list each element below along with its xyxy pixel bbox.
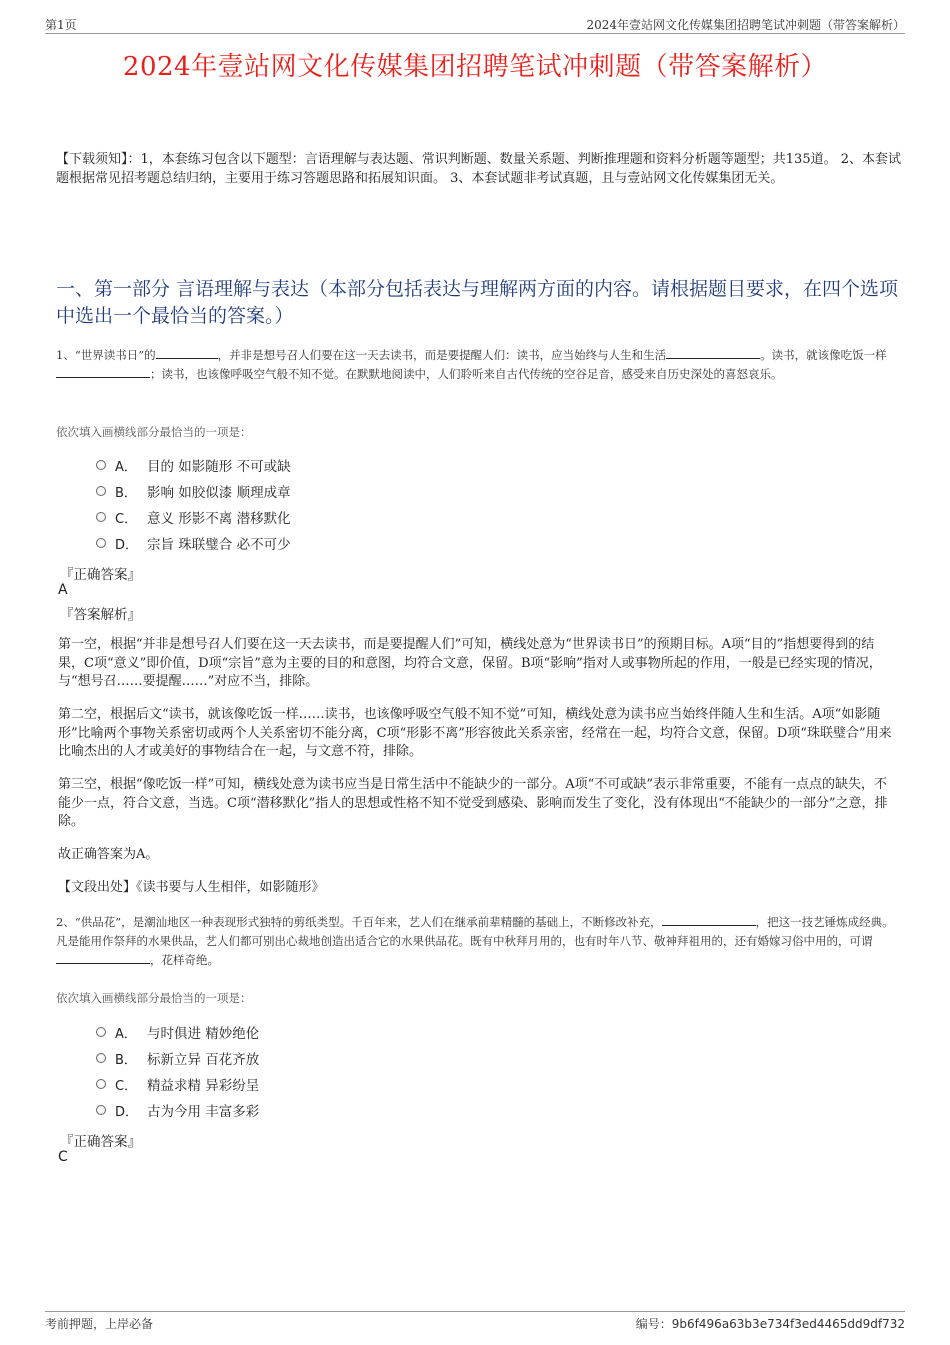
page-number: 第1页 bbox=[45, 18, 77, 32]
question-2-options bbox=[96, 1019, 259, 1123]
fill-blank bbox=[56, 365, 150, 378]
analysis-paragraph-3: 第三空，根据“像吃饭一样”可知，横线处意为读书应当是日常生活中不能缺少的一部分。A项“不可或缺”表示非常重要，不能有一点点的缺失，不能少一点，符合文意，当选。C项“潜移默化”指人的思想或性格不知不觉受到感染、影响而发生了变化，没有体现出“不能缺少的一部分”之意，排除。 bbox=[58, 777, 888, 829]
fill-blank bbox=[156, 346, 218, 359]
option-c[interactable]: C． 意义 形影不离 潜移默化 bbox=[96, 504, 291, 530]
document-title: 2024年壹站网文化传媒集团招聘笔试冲刺题（带答案解析） bbox=[122, 52, 828, 82]
question-text: 2、“供品花”，是潮汕地区一种表现形式独特的剪纸类型。千百年来，艺人们在继承前辈精髓的基础上，不断修改补充， bbox=[56, 915, 662, 929]
option-a[interactable]: A． 与时俱进 精妙绝伦 bbox=[96, 1019, 259, 1045]
question-2-prompt: 依次填入画横线部分最恰当的一项是： bbox=[56, 991, 252, 1005]
question-text: ，并非是想号召人们要在这一天去读书，而是要提醒人们：读书，应当始终与人生和生活 bbox=[217, 348, 667, 362]
page-footer bbox=[45, 1311, 905, 1331]
option-d[interactable]: D． 古为今用 丰富多彩 bbox=[96, 1097, 259, 1123]
analysis-conclusion: 故正确答案为A。 bbox=[58, 847, 159, 862]
option-d[interactable]: D． 宗旨 珠联璧合 必不可少 bbox=[96, 530, 291, 556]
footer-slogan: 考前押题，上岸必备 bbox=[45, 1317, 154, 1331]
option-b[interactable]: B． 影响 如胶似漆 顺理成章 bbox=[96, 478, 291, 504]
document-id: 编号：9b6f496a63b3e734f3ed4465dd9df732 bbox=[635, 1317, 905, 1331]
analysis-label: 『答案解析』 bbox=[60, 607, 141, 623]
source-note: 【文段出处】《读书要与人生相伴，如影随形》 bbox=[58, 880, 325, 895]
analysis-paragraph-2: 第二空，根据后文“读书，就该像吃饭一样……读书，也该像呼吸空气般不知不觉”可知，横线处意为读书应当始终伴随人生和生活。A项“如影随形”比喻两个事物关系密切或两个人关系密切不能分离，C项“形影不离”形容彼此关系亲密，经常在一起，均符合文意，保留。D项“珠联璧合”用来比喻杰出的人才或美好的事物结合在一起，与文意不符，排除。 bbox=[58, 707, 892, 759]
analysis-paragraph-1: 第一空，根据“并非是想号召人们要在这一天去读书，而是要提醒人们”可知，横线处意为“世界读书日”的预期目标。A项“目的”指想要得到的结果，C项“意义”即价值，D项“宗旨”意为主要的目的和意图，均符合文意，保留。B项“影响”指对人或事物所起的作用，一般是已经实现的情况，与“想号召……要提醒……”对应不当，排除。 bbox=[58, 637, 882, 689]
fill-blank bbox=[56, 951, 150, 964]
radio-icon[interactable] bbox=[96, 538, 106, 548]
answer-label: 『正确答案』 bbox=[60, 567, 141, 583]
section-title: 一、第一部分 言语理解与表达（本部分包括表达与理解两方面的内容。请根据题目要求，在四个选项中选出一个最恰当的答案。） bbox=[56, 278, 899, 327]
question-1-stem bbox=[56, 346, 902, 384]
radio-icon[interactable] bbox=[96, 1027, 106, 1037]
question-1-prompt: 依次填入画横线部分最恰当的一项是： bbox=[56, 425, 252, 439]
radio-icon[interactable] bbox=[96, 460, 106, 470]
radio-icon[interactable] bbox=[96, 1105, 106, 1115]
question-1-options bbox=[96, 452, 291, 556]
answer-value: A bbox=[58, 582, 68, 598]
question-text: 1、“世界读书日”的 bbox=[56, 348, 156, 362]
download-notice: 【下载须知】：1，本套练习包含以下题型：言语理解与表达题、常识判断题、数量关系题、判断推理题和资料分析题等题型；共135道。 2、本套试题根据常见招考题总结归纳，主要用于练习答题思路和拓展知识面。 3、本套试题非考试真题，且与壹站网文化传媒集团无关。 bbox=[56, 152, 901, 186]
radio-icon[interactable] bbox=[96, 512, 106, 522]
radio-icon[interactable] bbox=[96, 1079, 106, 1089]
page-header bbox=[45, 14, 905, 34]
question-text: 。读书，就该像吃饭一样 bbox=[760, 348, 887, 362]
option-b[interactable]: B． 标新立异 百花齐放 bbox=[96, 1045, 259, 1071]
answer-value: C bbox=[58, 1149, 68, 1165]
header-doc-title: 2024年壹站网文化传媒集团招聘笔试冲刺题（带答案解析） bbox=[586, 18, 905, 32]
radio-icon[interactable] bbox=[96, 1053, 106, 1063]
question-text: ，把这一技艺锤炼成经典。凡是能用作祭拜的水果供品，艺人们都可别出心裁地创造出适合它的水果供品花。既有中秋拜月用的，也有时年八节、敬神拜祖用的，还有婚嫁习俗中用的，可谓 bbox=[56, 915, 894, 948]
answer-label: 『正确答案』 bbox=[60, 1134, 141, 1150]
question-2-stem bbox=[56, 913, 902, 970]
question-text: ，花样奇绝。 bbox=[150, 953, 219, 967]
radio-icon[interactable] bbox=[96, 486, 106, 496]
fill-blank bbox=[666, 346, 760, 359]
fill-blank bbox=[662, 913, 756, 926]
option-a[interactable]: A． 目的 如影随形 不可或缺 bbox=[96, 452, 291, 478]
option-c[interactable]: C． 精益求精 异彩纷呈 bbox=[96, 1071, 259, 1097]
question-text: ；读书，也该像呼吸空气般不知不觉。在默默地阅读中，人们聆听来自古代传统的空谷足音，感受来自历史深处的喜怒哀乐。 bbox=[150, 367, 783, 381]
